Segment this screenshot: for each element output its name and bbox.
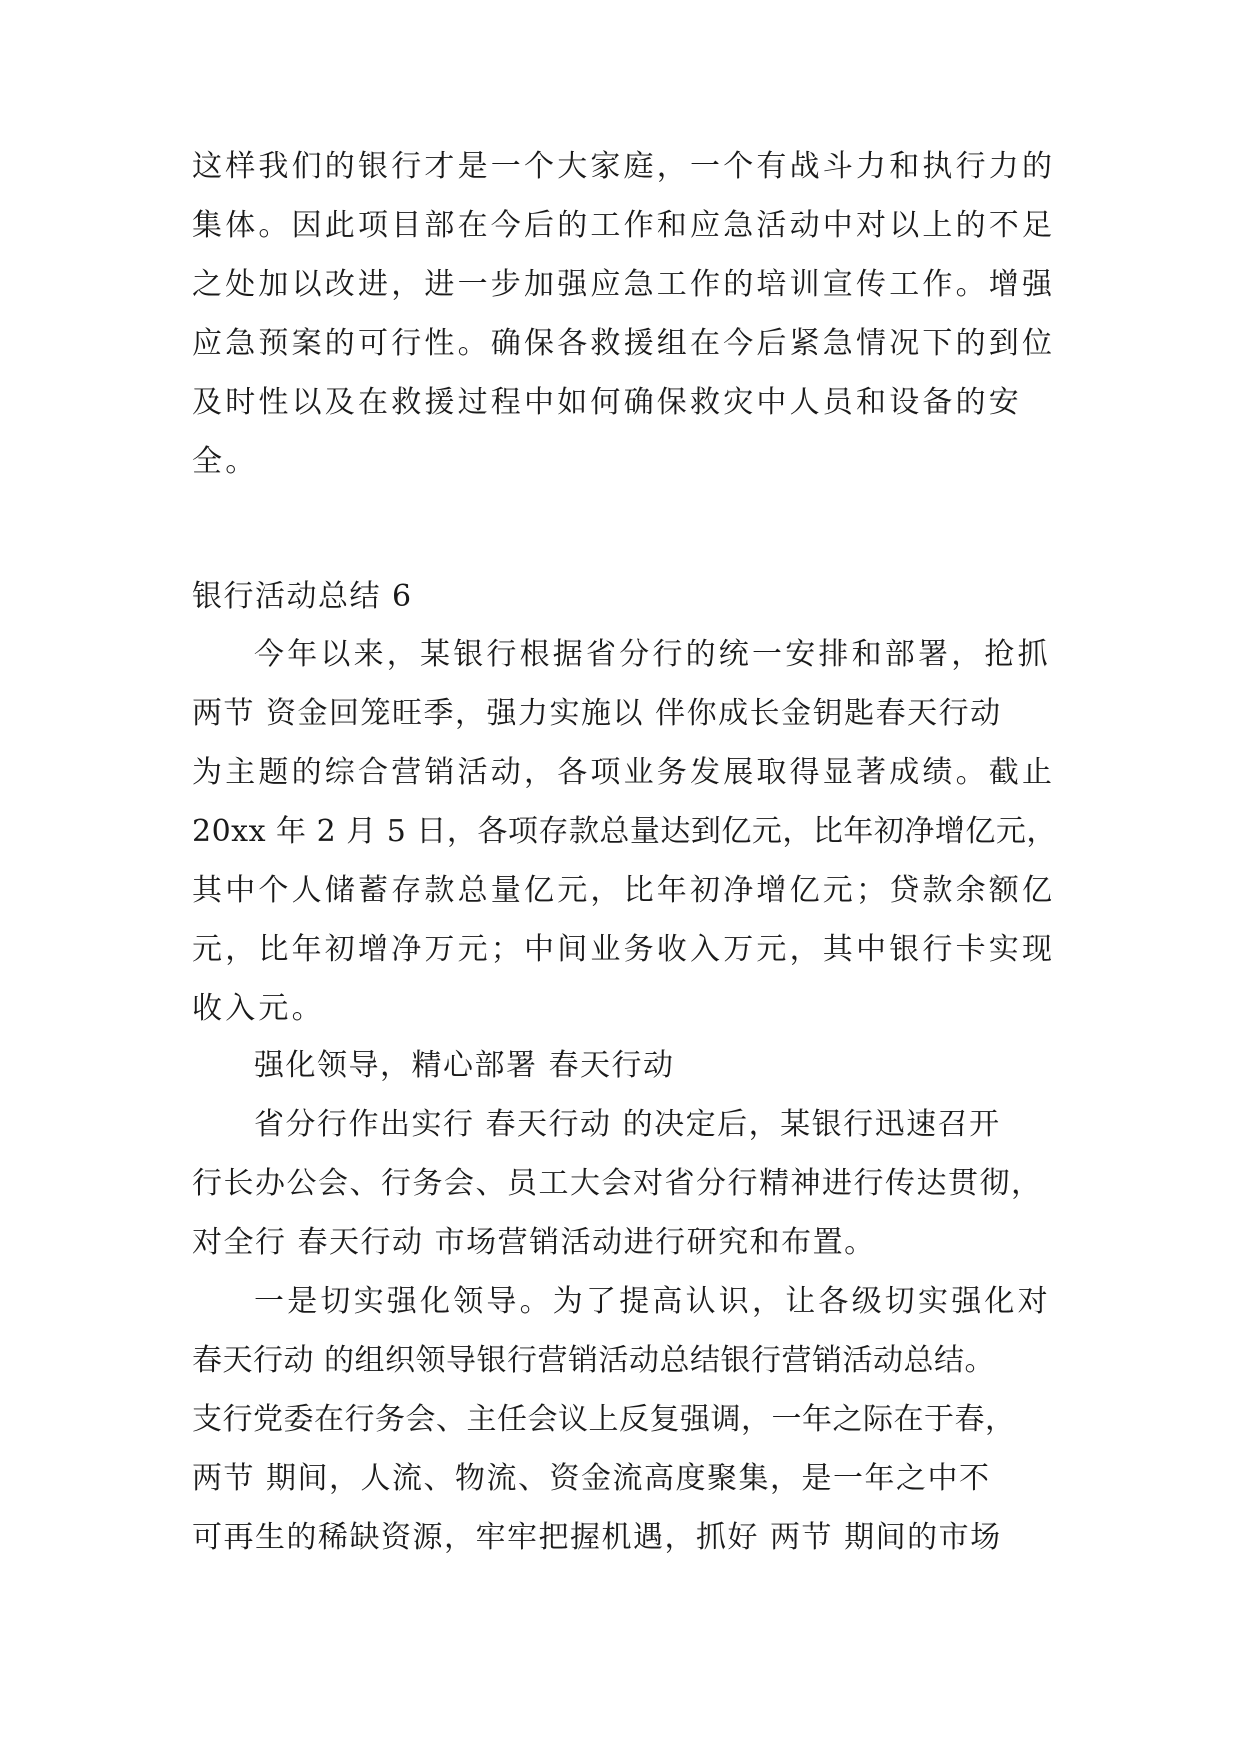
text-line: 今年以来，某银行根据省分行的统一安排和部署，抢抓 [254,637,1051,672]
text-line: 行长办公会、行务会、员工大会对省分行精神进行传达贯彻， [192,1166,1043,1201]
section-title: 银行活动总结 6 [192,579,413,614]
text-line: 应急预案的可行性。确保各救援组在今后紧急情况下的到位 [192,326,1056,361]
text-line: 这样我们的银行才是一个大家庭，一个有战斗力和执行力的 [192,149,1056,184]
text-line: 20xx 年 2 月 5 日，各项存款总量达到亿元，比年初净增亿元， [192,814,1057,849]
paragraph-decision [192,1095,1062,1272]
intro-paragraph [192,137,1062,491]
text-line: 两节 期间，人流、物流、资金流高度聚集，是一年之中不 [192,1461,991,1496]
paragraph-leadership [192,1272,1062,1567]
text-line: 及时性以及在救援过程中如何确保救灾中人员和设备的安 [192,385,1022,420]
text-line: 春天行动 的组织领导银行营销活动总结银行营销活动总结。 [192,1343,996,1378]
paragraph-subheading [192,1036,1062,1095]
text-line: 两节 资金回笼旺季，强力实施以 伴你成长金钥匙春天行动 [192,696,1002,731]
text-line: 元，比年初增净万元；中间业务收入万元，其中银行卡实现 [192,932,1056,967]
text-line: 收入元。 [192,991,325,1026]
text-line: 其中个人储蓄存款总量亿元，比年初净增亿元；贷款余额亿 [192,873,1056,908]
paragraph-overview [192,625,1062,1038]
text-line: 可再生的稀缺资源，牢牢把握机遇，抓好 两节 期间的市场 [192,1520,1002,1555]
text-line: 一是切实强化领导。为了提高认识，让各级切实强化对 [254,1284,1051,1319]
text-line: 省分行作出实行 春天行动 的决定后，某银行迅速召开 [254,1107,1001,1142]
text-line: 全。 [192,444,259,479]
text-line: 支行党委在行务会、主任会议上反复强调，一年之际在于春， [192,1402,1016,1437]
text-line: 为主题的综合营销活动，各项业务发展取得显著成绩。截止 [192,755,1056,790]
text-line: 强化领导，精心部署 春天行动 [254,1048,675,1083]
text-line: 对全行 春天行动 市场营销活动进行研究和布置。 [192,1225,876,1260]
text-line: 集体。因此项目部在今后的工作和应急活动中对以上的不足 [192,208,1056,243]
text-line: 之处加以改进，进一步加强应急工作的培训宣传工作。增强 [192,267,1056,302]
